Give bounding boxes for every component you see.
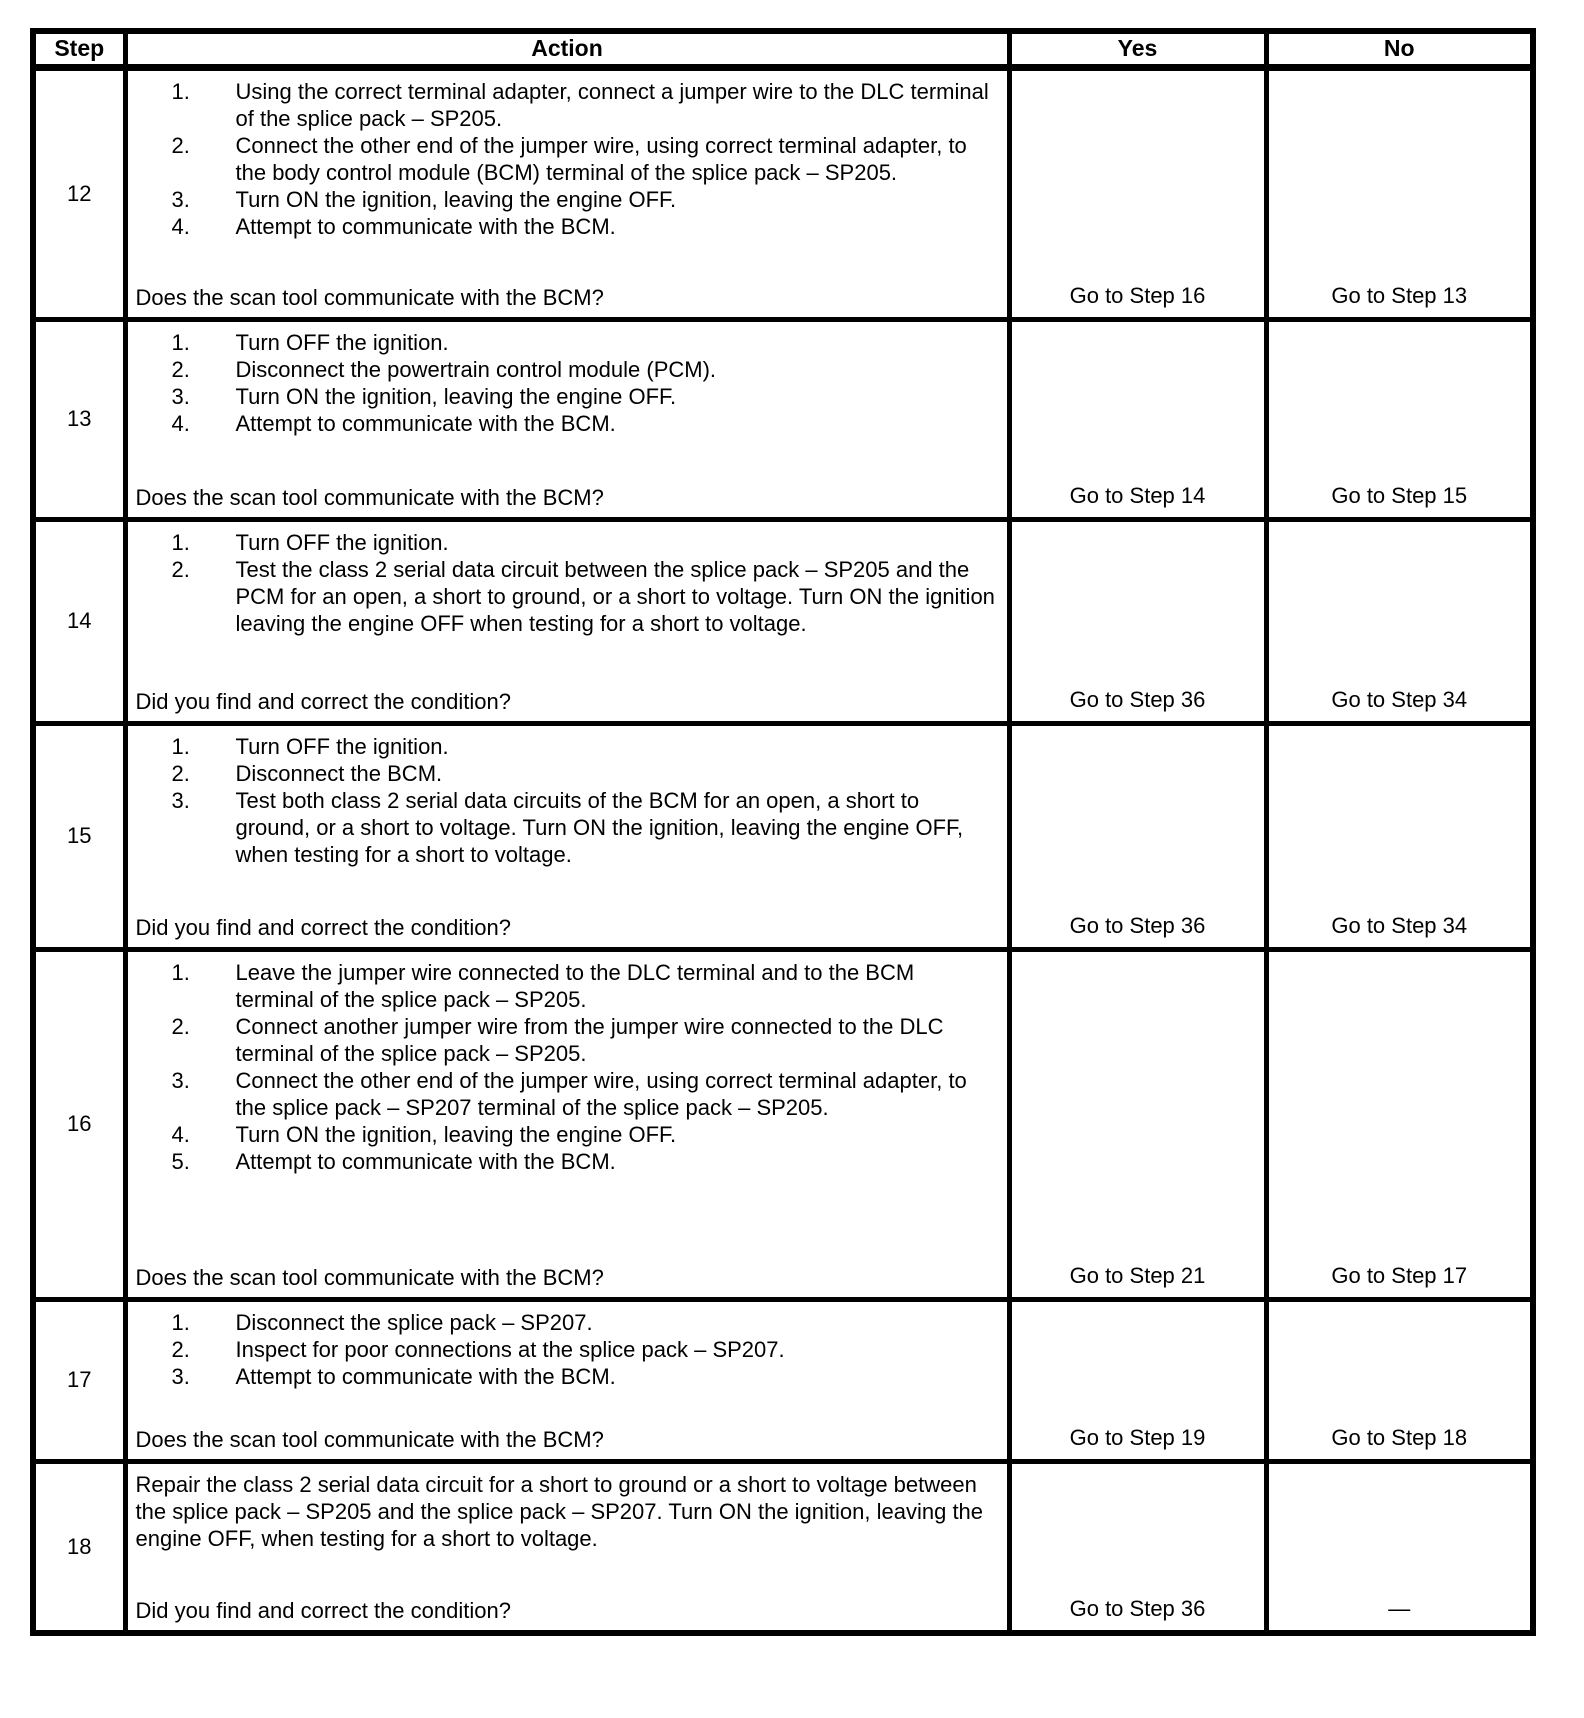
action-list [136, 78, 999, 240]
action-step-item [172, 556, 999, 637]
question-text: Did you find and correct the condition? [135, 914, 511, 940]
action-step-item [172, 529, 999, 556]
action-step-item [172, 213, 999, 240]
action-step-item [172, 1013, 999, 1067]
item-text: Attempt to communicate with the BCM. [235, 410, 616, 436]
item-number: 1. [171, 78, 190, 104]
table-row [33, 723, 1533, 949]
item-number: 2. [171, 1336, 190, 1362]
yes-cell: Go to Step 36 [1009, 723, 1266, 949]
no-cell: Go to Step 34 [1266, 519, 1533, 723]
no-cell: Go to Step 18 [1266, 1299, 1533, 1461]
action-cell [125, 723, 1009, 949]
action-cell [125, 1299, 1009, 1461]
step-number: 14 [33, 519, 125, 723]
item-text: Connect another jumper wire from the jumper wire connected to the DLC terminal of the splice pack – SP205. [235, 1013, 944, 1066]
step-number: 12 [33, 67, 125, 319]
action-step-item [172, 383, 999, 410]
action-step-item [172, 1336, 999, 1363]
action-step-item [172, 329, 999, 356]
item-text: Inspect for poor connections at the splice pack – SP207. [235, 1336, 785, 1362]
item-text: Test the class 2 serial data circuit between the splice pack – SP205 and the PCM for an open, a short to ground, or a short to voltage. Turn ON the ignition leaving the engine OFF when testing for a short to voltage. [235, 556, 995, 636]
item-text: Connect the other end of the jumper wire, using correct terminal adapter, to the body control module (BCM) terminal of the splice pack – SP205. [235, 132, 967, 185]
action-list [136, 529, 999, 637]
item-number: 1. [171, 959, 190, 985]
action-paragraph: Repair the class 2 serial data circuit for a short to ground or a short to voltage between the splice pack – SP205 and the splice pack – SP207. Turn ON the ignition, leaving the engine OFF, when testing for a short to voltage. [135, 1471, 984, 1551]
item-number: 1. [171, 1309, 190, 1335]
action-step-item [172, 132, 999, 186]
step-number: 13 [33, 319, 125, 519]
action-step-item [172, 760, 999, 787]
item-text: Turn ON the ignition, leaving the engine OFF. [235, 383, 677, 409]
item-number: 4. [171, 1121, 190, 1147]
action-step-item [172, 356, 999, 383]
table-row [33, 949, 1533, 1299]
col-header-step: Step [33, 31, 125, 67]
no-cell: — [1266, 1461, 1533, 1633]
yes-cell: Go to Step 21 [1009, 949, 1266, 1299]
question-text: Does the scan tool communicate with the BCM? [135, 1264, 604, 1290]
action-step-item [172, 78, 999, 132]
item-text: Test both class 2 serial data circuits of the BCM for an open, a short to ground, or a short to voltage. Turn ON the ignition, leaving the engine OFF, when testing for a short to voltage. [235, 787, 964, 867]
action-list [136, 959, 999, 1175]
item-text: Disconnect the BCM. [235, 760, 443, 786]
yes-cell: Go to Step 19 [1009, 1299, 1266, 1461]
item-number: 1. [171, 529, 190, 555]
no-cell: Go to Step 17 [1266, 949, 1533, 1299]
action-step-item [172, 787, 999, 868]
item-text: Using the correct terminal adapter, connect a jumper wire to the DLC terminal of the splice pack – SP205. [235, 78, 989, 131]
no-cell: Go to Step 13 [1266, 67, 1533, 319]
action-step-item [172, 1067, 999, 1121]
item-text: Disconnect the splice pack – SP207. [235, 1309, 593, 1335]
action-cell [125, 67, 1009, 319]
col-header-yes: Yes [1009, 31, 1266, 67]
item-text: Attempt to communicate with the BCM. [235, 1148, 616, 1174]
item-number: 1. [171, 733, 190, 759]
item-text: Attempt to communicate with the BCM. [235, 213, 616, 239]
table-header [33, 31, 1533, 67]
table-body [33, 67, 1533, 1633]
action-step-item [172, 186, 999, 213]
action-list [136, 733, 999, 868]
item-number: 3. [171, 1363, 190, 1389]
action-step-item [172, 410, 999, 437]
item-number: 2. [171, 356, 190, 382]
header-row [33, 31, 1533, 67]
item-number: 4. [171, 410, 190, 436]
action-cell [125, 949, 1009, 1299]
table-row [33, 1299, 1533, 1461]
action-step-item [172, 1363, 999, 1390]
action-step-item [172, 1309, 999, 1336]
diagnostic-table [30, 28, 1536, 1636]
question-text: Does the scan tool communicate with the BCM? [135, 284, 604, 310]
yes-cell: Go to Step 16 [1009, 67, 1266, 319]
item-text: Turn OFF the ignition. [235, 529, 449, 555]
question-text: Does the scan tool communicate with the BCM? [135, 1426, 604, 1452]
col-header-action: Action [125, 31, 1009, 67]
action-step-item [172, 733, 999, 760]
item-text: Turn OFF the ignition. [235, 733, 449, 759]
yes-cell: Go to Step 36 [1009, 519, 1266, 723]
question-text: Does the scan tool communicate with the BCM? [135, 484, 604, 510]
table-row [33, 319, 1533, 519]
item-number: 2. [171, 760, 190, 786]
table-row [33, 67, 1533, 319]
item-number: 3. [171, 186, 190, 212]
question-text: Did you find and correct the condition? [135, 688, 511, 714]
item-text: Leave the jumper wire connected to the DLC terminal and to the BCM terminal of the splice pack – SP205. [235, 959, 915, 1012]
item-number: 4. [171, 213, 190, 239]
action-step-item [172, 1148, 999, 1175]
action-list [136, 329, 999, 437]
item-number: 2. [171, 1013, 190, 1039]
action-cell [125, 319, 1009, 519]
item-text: Disconnect the powertrain control module (PCM). [235, 356, 717, 382]
step-number: 17 [33, 1299, 125, 1461]
action-step-item [172, 1121, 999, 1148]
item-text: Connect the other end of the jumper wire, using correct terminal adapter, to the splice pack – SP207 terminal of the splice pack – SP205. [235, 1067, 967, 1120]
table-row [33, 519, 1533, 723]
table-row [33, 1461, 1533, 1633]
action-list [136, 1309, 999, 1390]
yes-cell: Go to Step 14 [1009, 319, 1266, 519]
action-step-item [172, 959, 999, 1013]
action-cell [125, 1461, 1009, 1633]
item-number: 3. [171, 787, 190, 813]
item-number: 1. [171, 329, 190, 355]
step-number: 15 [33, 723, 125, 949]
item-text: Turn ON the ignition, leaving the engine OFF. [235, 186, 677, 212]
no-cell: Go to Step 34 [1266, 723, 1533, 949]
item-number: 3. [171, 383, 190, 409]
no-cell: Go to Step 15 [1266, 319, 1533, 519]
item-text: Turn ON the ignition, leaving the engine OFF. [235, 1121, 677, 1147]
item-number: 5. [171, 1148, 190, 1174]
step-number: 16 [33, 949, 125, 1299]
item-number: 2. [171, 132, 190, 158]
item-number: 2. [171, 556, 190, 582]
action-cell [125, 519, 1009, 723]
col-header-no: No [1266, 31, 1533, 67]
item-text: Attempt to communicate with the BCM. [235, 1363, 616, 1389]
question-text: Did you find and correct the condition? [135, 1598, 511, 1623]
step-number: 18 [33, 1461, 125, 1633]
item-number: 3. [171, 1067, 190, 1093]
yes-cell: Go to Step 36 [1009, 1461, 1266, 1633]
item-text: Turn OFF the ignition. [235, 329, 449, 355]
